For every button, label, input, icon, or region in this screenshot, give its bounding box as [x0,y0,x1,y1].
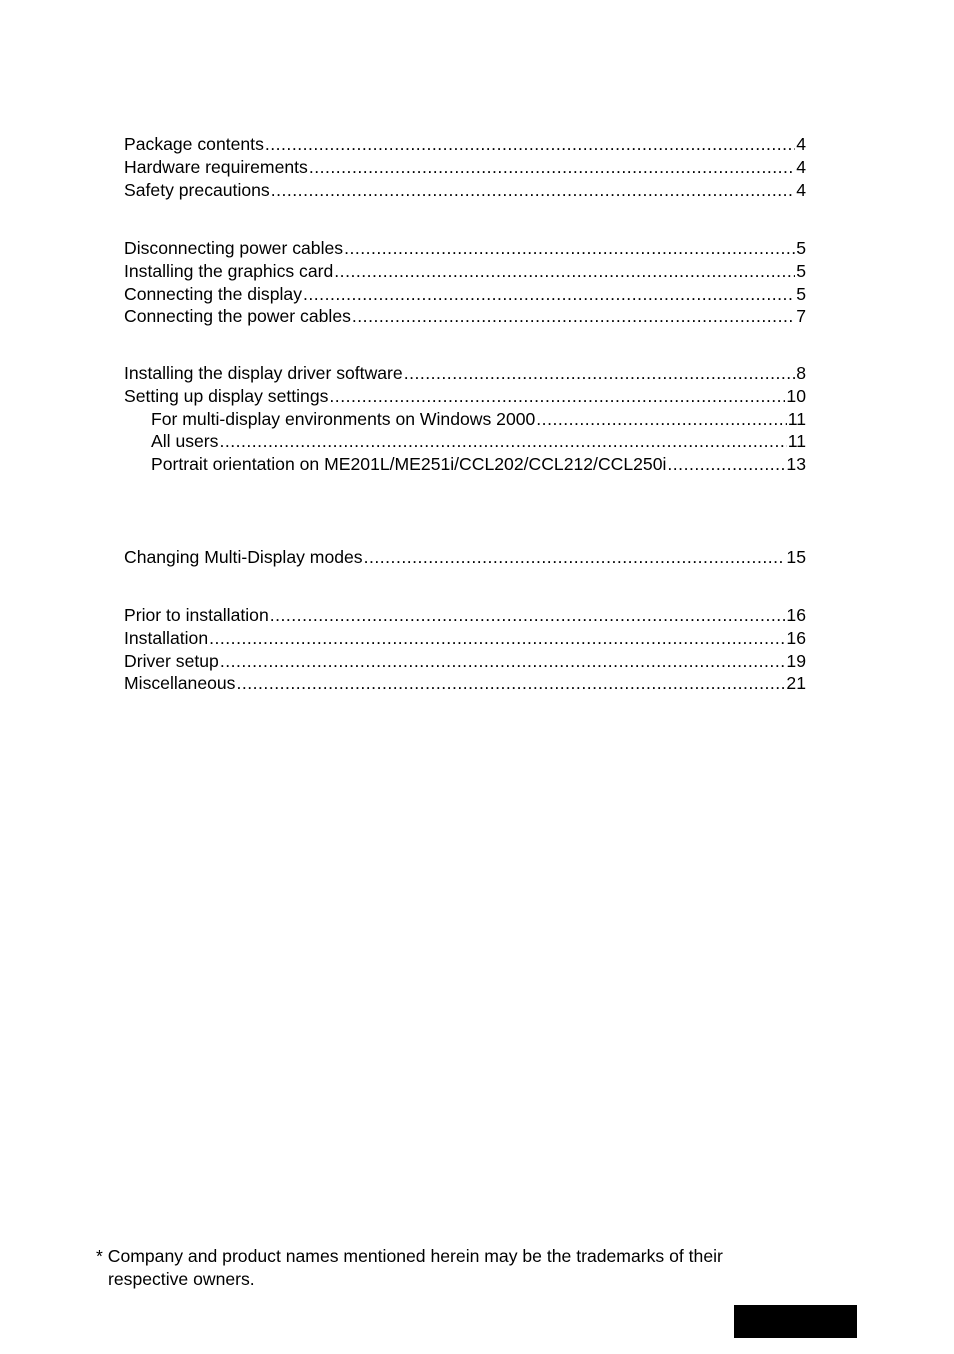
toc-entry[interactable] [124,283,806,306]
toc-entry-title: Connecting the display [124,283,303,304]
toc-entry-title: Hardware requirements [124,156,308,177]
toc-entry[interactable] [124,385,806,408]
toc-leader-dots [404,362,796,385]
toc-group-software [124,362,806,476]
toc-entry[interactable] [124,627,806,650]
toc-leader-dots [209,627,785,650]
toc-entry-title: Connecting the power cables [124,306,351,327]
toc-entry-title: All users [151,431,219,452]
toc-entry-title: Safety precautions [124,179,270,200]
toc-entry[interactable] [124,362,806,385]
toc-leader-dots [344,237,795,260]
toc-entry-title: Installing the graphics card [124,260,334,281]
toc-entry-page: 21 [786,673,806,694]
toc-entry[interactable] [124,133,806,156]
footnote-line-2: respective owners. [108,1269,255,1289]
toc-entry[interactable] [124,650,806,673]
toc-leader-dots [364,546,786,569]
toc-entry-page: 11 [787,431,806,452]
toc-entry-page: 13 [786,454,806,475]
toc-entry-page: 19 [786,650,806,671]
toc-entry-page: 5 [796,283,806,304]
toc-entry-title: For multi-display environments on Windows 2000 [151,408,536,429]
toc-leader-dots [352,305,795,328]
toc-entry-title: Changing Multi-Display modes [124,547,363,567]
toc-group-installation [124,604,806,695]
toc-leader-dots [309,156,795,179]
toc-leader-dots [536,408,786,431]
toc-entry[interactable] [124,179,806,202]
toc-subentry[interactable] [124,430,806,453]
toc-group-intro [124,133,806,201]
toc-entry-title: Package contents [124,134,264,154]
toc-entry-title: Installing the display driver software [124,363,403,383]
toc-leader-dots [236,672,785,695]
toc-entry[interactable] [124,305,806,328]
toc-entry[interactable] [124,604,806,627]
toc-entry-page: 4 [796,179,806,200]
toc-subentry[interactable] [124,408,806,431]
toc-entry-page: 16 [786,605,806,625]
toc-entry-title: Installation [124,627,209,648]
toc-entry-page: 8 [796,363,806,383]
toc-entry-page: 11 [787,408,806,429]
toc-entry-page: 10 [786,385,806,406]
toc-entry-page: 4 [796,134,806,154]
toc-entry[interactable] [124,237,806,260]
toc-entry-title: Miscellaneous [124,673,236,694]
toc-entry[interactable] [124,260,806,283]
toc-leader-dots [334,260,795,283]
toc-entry-page: 15 [786,547,806,567]
toc-entry[interactable] [124,546,806,569]
toc-subentry[interactable] [124,453,806,476]
page-tab-marker [734,1305,857,1338]
toc-entry-page: 5 [796,260,806,281]
toc-entry-page: 7 [796,306,806,327]
toc-entry-title: Portrait orientation on ME201L/ME251i/CCL202/CCL212/CCL250i [151,454,667,475]
trademark-footnote [96,1245,816,1291]
toc-entry-title: Disconnecting power cables [124,238,344,258]
toc-leader-dots [220,650,786,673]
toc-entry-page: 4 [796,156,806,177]
toc-entry-page: 16 [786,627,806,648]
toc-group-hardware [124,237,806,328]
toc-leader-dots [303,283,795,306]
footnote-line-1: * Company and product names mentioned herein may be the trademarks of their [96,1246,723,1266]
toc-entry-title: Driver setup [124,650,219,671]
toc-entry-page: 5 [796,238,806,258]
toc-entry-title: Prior to installation [124,605,269,625]
toc-leader-dots [219,430,786,453]
toc-leader-dots [667,453,785,476]
toc-leader-dots [270,604,786,627]
toc-entry-title: Setting up display settings [124,385,329,406]
toc-group-multidisplay [124,546,806,569]
toc-leader-dots [271,179,795,202]
toc-leader-dots [265,133,795,156]
toc-entry[interactable] [124,156,806,179]
toc-entry[interactable] [124,672,806,695]
toc-leader-dots [329,385,785,408]
